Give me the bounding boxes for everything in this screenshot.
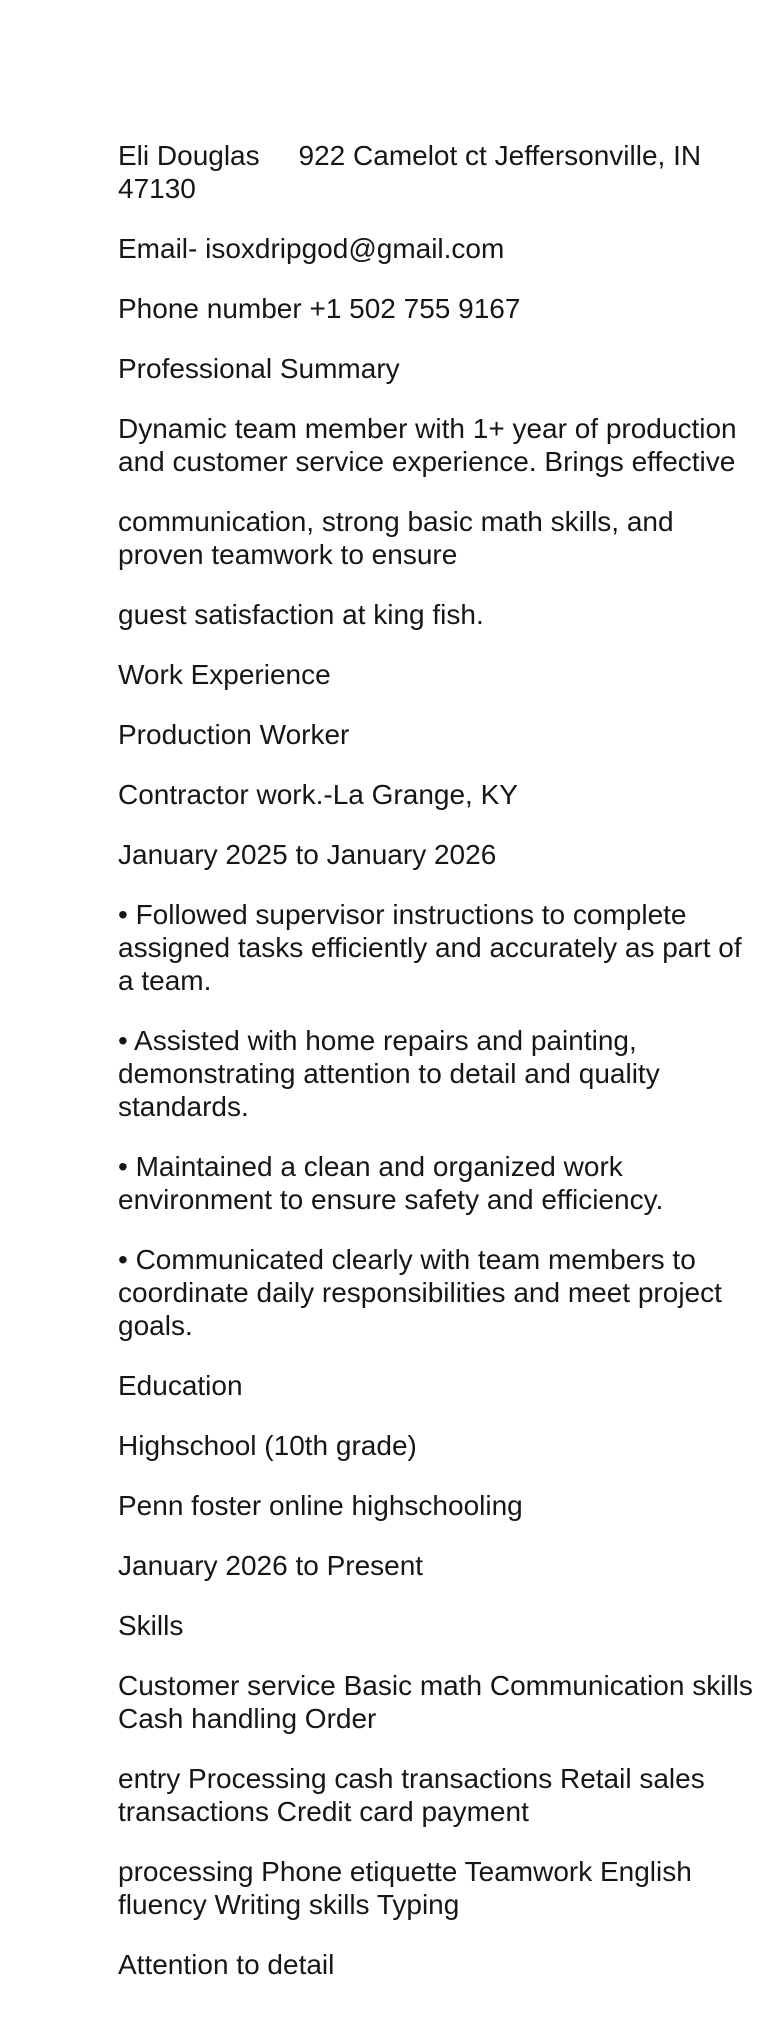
section-heading-text: Skills [118,1610,184,1641]
job-dates [118,838,718,871]
job-title [118,718,718,751]
education-heading [118,1369,718,1402]
text-line: • Maintained a clean and organized work [118,1151,623,1182]
section-heading-text: Professional Summary [118,353,400,384]
work-experience-heading [118,658,718,691]
job-bullet-2 [118,1024,718,1123]
text-line: goals. [118,1310,193,1341]
text-line: standards. [118,1091,249,1122]
text-line: • Communicated clearly with team members to [118,1244,696,1275]
text-line: Email- isoxdripgod@gmail.com [118,233,505,264]
text-line: Phone number +1 502 755 9167 [118,293,521,324]
skills-group-1 [118,1669,753,1735]
professional-summary-heading [118,352,718,385]
education-level [118,1429,718,1462]
section-heading-text: Work Experience [118,659,331,690]
education-school [118,1489,718,1522]
text-line: fluency Writing skills Typing [118,1889,460,1920]
section-heading-text: Education [118,1370,243,1401]
text-line: Cash handling Order [118,1703,377,1734]
text-line: 47130 [118,173,196,204]
job-bullet-1 [118,898,742,997]
text-line: a team. [118,965,212,996]
text-line: demonstrating attention to detail and quality [118,1058,660,1089]
text-line: processing Phone etiquette Teamwork English [118,1856,692,1887]
contact-email [118,232,718,265]
text-line: entry Processing cash transactions Retail sales [118,1763,705,1794]
text-line: coordinate daily responsibilities and meet project [118,1277,722,1308]
text-line: assigned tasks efficiently and accurately as part of [118,932,742,963]
text-line: January 2026 to Present [118,1550,424,1581]
skills-heading [118,1609,718,1642]
text-line: Dynamic team member with 1+ year of production [118,413,737,444]
text-line: Eli Douglas 922 Camelot ct Jeffersonville, IN [118,140,702,171]
text-line: Attention to detail [118,1949,335,1980]
job-employer-location [118,778,718,811]
text-line: Customer service Basic math Communication skills [118,1670,753,1701]
summary-paragraph-3 [118,598,718,631]
text-line: January 2025 to January 2026 [118,839,497,870]
summary-paragraph-2 [118,505,718,571]
contact-phone [118,292,718,325]
text-line: guest satisfaction at king fish. [118,599,484,630]
text-line: environment to ensure safety and efficiency. [118,1184,664,1215]
job-bullet-3 [118,1150,718,1216]
text-line: and customer service experience. Brings effective [118,446,736,477]
text-line: • Followed supervisor instructions to complete [118,899,687,930]
text-line: communication, strong basic math skills, and [118,506,674,537]
skills-group-4 [118,1948,718,1981]
skills-group-2 [118,1762,718,1828]
text-line: Highschool (10th grade) [118,1430,417,1461]
text-line: Production Worker [118,719,350,750]
contact-name-address [118,139,718,205]
education-dates [118,1549,718,1582]
skills-group-3 [118,1855,718,1921]
text-line: • Assisted with home repairs and painting, [118,1025,637,1056]
text-line: transactions Credit card payment [118,1796,529,1827]
summary-paragraph-1 [118,412,737,478]
text-line: Contractor work.-La Grange, KY [118,779,518,810]
resume-document-body [118,139,753,2008]
text-line: proven teamwork to ensure [118,539,458,570]
text-line: Penn foster online highschooling [118,1490,523,1521]
job-bullet-4 [118,1243,722,1342]
